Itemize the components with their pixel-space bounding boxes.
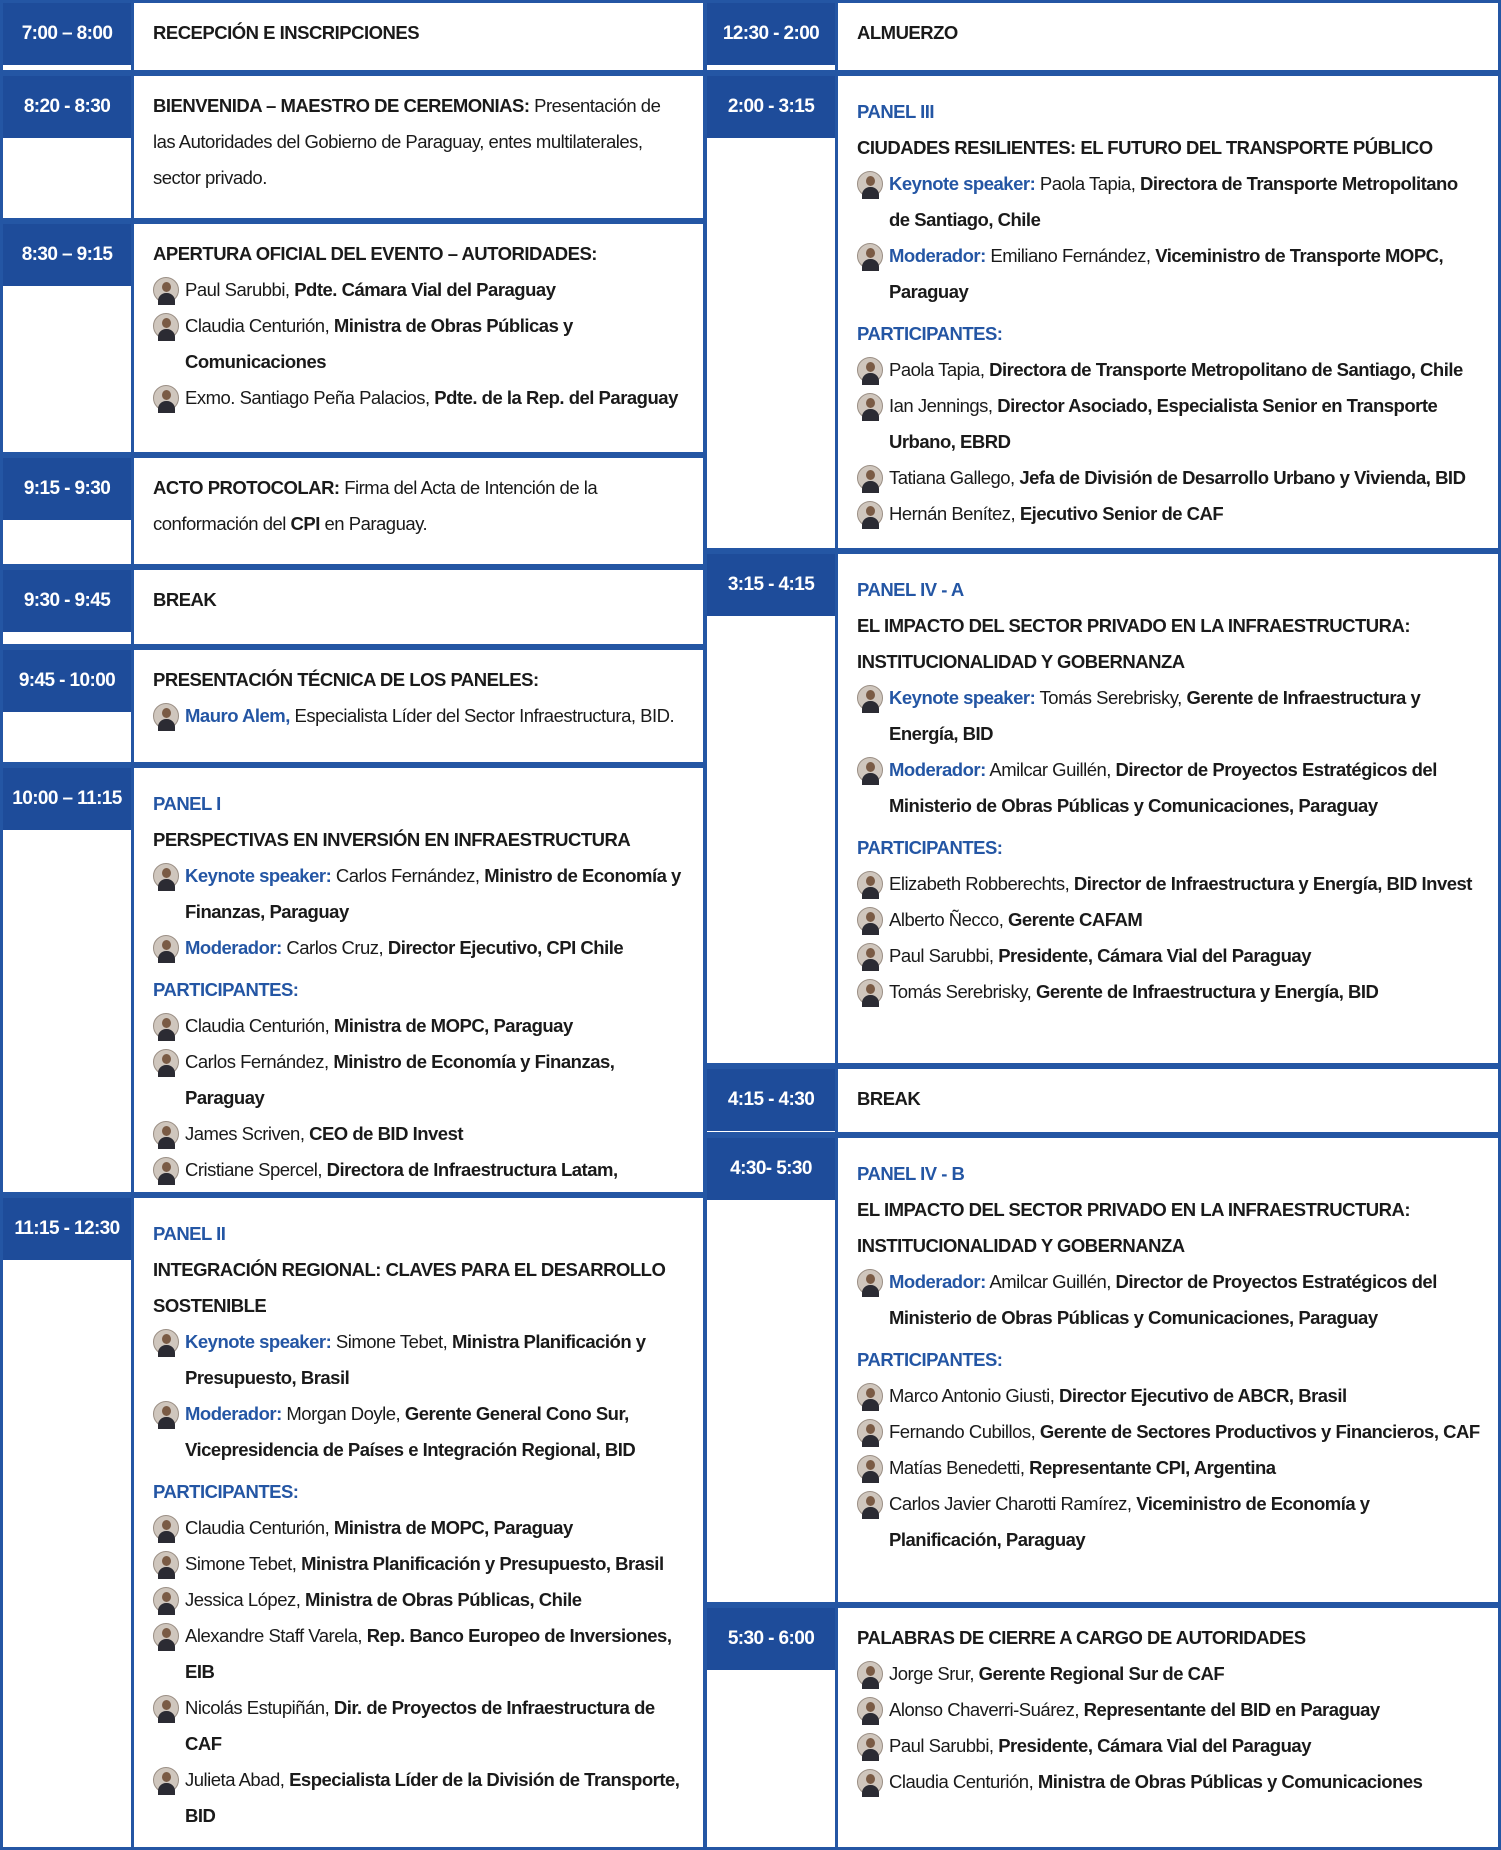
speaker-text (889, 352, 1480, 388)
speaker-avatar-icon (153, 385, 179, 411)
speaker-role-label: Moderador: (889, 759, 986, 780)
speaker-text (185, 272, 685, 308)
speaker-text (889, 460, 1480, 496)
speaker-name: Julieta Abad, (185, 1769, 290, 1790)
speaker-avatar-icon (153, 1695, 179, 1721)
speaker-avatar-icon (857, 907, 883, 933)
session-time-cell (707, 1608, 838, 1847)
speaker-avatar-icon (153, 863, 179, 889)
speaker-name: Amilcar Guillén, (985, 1271, 1116, 1292)
session-time-cell (3, 224, 134, 452)
session-right-4 (704, 1135, 1501, 1605)
speaker-avatar-icon (857, 357, 883, 383)
session-time: 3:15 - 4:15 (707, 554, 835, 616)
session-time: 11:15 - 12:30 (3, 1198, 131, 1260)
session-time-cell (3, 3, 134, 70)
speaker-name: Nicolás Estupiñán, (185, 1697, 334, 1718)
speaker-row (153, 858, 685, 930)
speaker-avatar-icon (153, 1157, 179, 1183)
speaker-name: Jorge Srur, (889, 1663, 979, 1684)
session-title: EL IMPACTO DEL SECTOR PRIVADO EN LA INFRAESTRUCTURA: INSTITUCIONALIDAD Y GOBERNANZA (857, 615, 1411, 672)
speaker-text (889, 496, 1480, 532)
speaker-avatar-icon (153, 277, 179, 303)
speaker-position: Ministra de Obras Públicas, Chile (305, 1589, 582, 1610)
session-time: 9:30 - 9:45 (3, 570, 131, 632)
speaker-text (889, 938, 1480, 974)
session-content (131, 1198, 703, 1847)
session-time-cell (707, 1138, 838, 1602)
speaker-text (889, 1656, 1480, 1692)
panel-label: PANEL IV - A (857, 579, 964, 600)
speaker-position: Pdte. Cámara Vial del Paraguay (294, 279, 556, 300)
session-time: 9:45 - 10:00 (3, 650, 131, 712)
session-time-cell (3, 650, 134, 762)
panel-label: PARTICIPANTES: (857, 323, 1003, 344)
speaker-avatar-icon (153, 313, 179, 339)
speaker-name: Tomás Serebrisky, (889, 981, 1036, 1002)
session-time-cell (707, 3, 838, 70)
speaker-avatar-icon (857, 1455, 883, 1481)
session-time-cell (3, 458, 134, 564)
speaker-row (857, 902, 1480, 938)
speaker-name: Hernán Benítez, (889, 503, 1020, 524)
speaker-name: Paul Sarubbi, (889, 1735, 999, 1756)
speaker-text (889, 238, 1480, 310)
speaker-avatar-icon (153, 935, 179, 961)
speaker-position: Ministra de MOPC, Paraguay (333, 1015, 573, 1036)
session-time: 12:30 - 2:00 (707, 3, 835, 65)
speaker-position: Viceministro de Economía y Planificación, Paraguay (889, 1493, 1370, 1550)
speaker-text (889, 166, 1480, 238)
description-text: en Paraguay. (319, 513, 428, 534)
speaker-position: Representante CPI, Argentina (1029, 1457, 1276, 1478)
speaker-name: Matías Benedetti, (889, 1457, 1030, 1478)
speaker-text (889, 866, 1480, 902)
speaker-position: Director de Infraestructura y Energía, BID Invest (1073, 873, 1472, 894)
speaker-text (185, 308, 685, 380)
session-time-cell (3, 1198, 134, 1847)
session-time-cell (707, 76, 838, 548)
speaker-avatar-icon (857, 685, 883, 711)
speaker-position: Director de Proyectos Estratégicos del Ministerio de Obras Públicas y Comunicaciones, Paraguay (889, 1271, 1437, 1328)
speaker-name: Ian Jennings, (889, 395, 998, 416)
speaker-row (153, 1044, 685, 1116)
speaker-position: Ministro de Economía y Finanzas, Paraguay (185, 865, 681, 922)
session-content (835, 1138, 1498, 1602)
speaker-avatar-icon (153, 1401, 179, 1427)
speaker-position: Gerente de Infraestructura y Energía, BID (889, 687, 1421, 744)
speaker-avatar-icon (857, 1769, 883, 1795)
speaker-text (185, 1510, 685, 1546)
speaker-text (889, 1264, 1480, 1336)
speaker-text (185, 1008, 685, 1044)
session-time: 4:15 - 4:30 (707, 1069, 835, 1131)
speaker-name: Paola Tapia, (1035, 173, 1141, 194)
speaker-row (857, 938, 1480, 974)
speaker-text (889, 1728, 1480, 1764)
panel-label: PARTICIPANTES: (857, 837, 1003, 858)
speaker-text (185, 1690, 685, 1762)
speaker-position: Ministra Planificación y Presupuesto, Brasil (185, 1331, 646, 1388)
speaker-avatar-icon (857, 393, 883, 419)
speaker-row (153, 1582, 685, 1618)
speaker-role-label: Keynote speaker: (889, 173, 1036, 194)
speaker-avatar-icon (857, 243, 883, 269)
speaker-position: Especialista Líder de la División de Transporte, BID (185, 1769, 680, 1826)
speaker-name: Carlos Fernández, (331, 865, 485, 886)
session-content (131, 650, 703, 762)
speaker-position: Gerente CAFAM (1007, 909, 1143, 930)
speaker-row (857, 866, 1480, 902)
speaker-row (857, 1450, 1480, 1486)
speaker-name: James Scriven, (185, 1123, 310, 1144)
speaker-avatar-icon (857, 979, 883, 1005)
speaker-name: Morgan Doyle, (281, 1403, 405, 1424)
panel-label: PARTICIPANTES: (153, 979, 299, 1000)
speaker-text (185, 1762, 685, 1834)
speaker-avatar-icon (857, 871, 883, 897)
speaker-avatar-icon (857, 1419, 883, 1445)
session-left-3 (0, 455, 706, 567)
session-description (153, 88, 685, 196)
speaker-text (185, 1618, 685, 1690)
speaker-name: Alexandre Staff Varela, (185, 1625, 367, 1646)
speaker-role-label: Keynote speaker: (185, 865, 332, 886)
session-title: RECEPCIÓN E INSCRIPCIONES (153, 22, 420, 43)
speaker-name: Tomás Serebrisky, (1035, 687, 1187, 708)
session-title: INTEGRACIÓN REGIONAL: CLAVES PARA EL DESARROLLO SOSTENIBLE (153, 1259, 666, 1316)
speaker-avatar-icon (857, 757, 883, 783)
speaker-position: Director de Proyectos Estratégicos del Ministerio de Obras Públicas y Comunicaciones, Paraguay (889, 759, 1437, 816)
session-content (131, 76, 703, 218)
speaker-text (185, 858, 685, 930)
session-title: APERTURA OFICIAL DEL EVENTO – AUTORIDADES: (153, 243, 597, 264)
session-left-1 (0, 73, 706, 221)
speaker-position: CEO de BID Invest (309, 1123, 464, 1144)
speaker-position: Representante del BID en Paraguay (1083, 1699, 1380, 1720)
speaker-position: Directora de Transporte Metropolitano de Santiago, Chile (889, 173, 1458, 230)
description-heading: BIENVENIDA – MAESTRO DE CEREMONIAS: (153, 95, 530, 116)
session-time: 8:30 – 9:15 (3, 224, 131, 286)
speaker-avatar-icon (857, 1733, 883, 1759)
speaker-position: Gerente de Infraestructura y Energía, BID (1035, 981, 1379, 1002)
panel-label: PARTICIPANTES: (153, 1481, 299, 1502)
speaker-row (857, 496, 1480, 532)
speaker-role-label: Moderador: (185, 1403, 282, 1424)
speaker-position: Directora de Infraestructura Latam, (326, 1159, 618, 1180)
speaker-row (857, 1264, 1480, 1336)
speaker-row (857, 752, 1480, 824)
speaker-position: Director Ejecutivo, CPI Chile (387, 937, 624, 958)
speaker-text (889, 1450, 1480, 1486)
session-time: 2:00 - 3:15 (707, 76, 835, 138)
panel-label: PARTICIPANTES: (857, 1349, 1003, 1370)
speaker-row (153, 698, 685, 734)
speaker-text (185, 930, 685, 966)
speaker-name: Tatiana Gallego, (889, 467, 1020, 488)
session-time: 5:30 - 6:00 (707, 1608, 835, 1670)
speaker-row (857, 1656, 1480, 1692)
session-right-3 (704, 1066, 1501, 1135)
speaker-position: Gerente de Sectores Productivos y Financieros, CAF (1039, 1421, 1480, 1442)
session-title: BREAK (153, 589, 217, 610)
description-text: Firma del Acta de Intención de la conformación del (153, 477, 598, 534)
speaker-name: Elizabeth Robberechts, (889, 873, 1074, 894)
speaker-position: Director Ejecutivo de ABCR, Brasil (1058, 1385, 1347, 1406)
speaker-row (153, 1762, 685, 1834)
speaker-name: Alonso Chaverri-Suárez, (889, 1699, 1084, 1720)
speaker-row (153, 1510, 685, 1546)
speaker-text (889, 388, 1480, 460)
speaker-name: Claudia Centurión, (889, 1771, 1038, 1792)
speaker-position: Gerente Regional Sur de CAF (978, 1663, 1225, 1684)
session-description (153, 470, 685, 542)
session-title: BREAK (857, 1088, 921, 1109)
session-left-6 (0, 765, 706, 1195)
speaker-position: Viceministro de Transporte MOPC, Paraguay (889, 245, 1444, 302)
speaker-name: Carlos Cruz, (281, 937, 388, 958)
speaker-name: Jessica López, (185, 1589, 306, 1610)
speaker-avatar-icon (153, 1013, 179, 1039)
speaker-text (889, 1764, 1480, 1800)
panel-label: PANEL I (153, 793, 221, 814)
speaker-name: Cristiane Spercel, (185, 1159, 327, 1180)
panel-label: PANEL III (857, 101, 935, 122)
session-title: CIUDADES RESILIENTES: EL FUTURO DEL TRANSPORTE PÚBLICO (857, 137, 1433, 158)
speaker-text (889, 752, 1480, 824)
speaker-text (889, 680, 1480, 752)
speaker-position: Ministro de Economía y Finanzas, Paraguay (185, 1051, 615, 1108)
speaker-text (889, 974, 1480, 1010)
speaker-position: Director Asociado, Especialista Senior en Transporte Urbano, EBRD (889, 395, 1438, 452)
speaker-text (889, 1692, 1480, 1728)
speaker-avatar-icon (857, 1697, 883, 1723)
speaker-text (185, 1324, 685, 1396)
speaker-text (889, 1414, 1480, 1450)
panel-label: PANEL II (153, 1223, 226, 1244)
speaker-avatar-icon (857, 943, 883, 969)
speaker-row (153, 1396, 685, 1468)
speaker-row (857, 1486, 1480, 1558)
session-title: ALMUERZO (857, 22, 958, 43)
session-title: PALABRAS DE CIERRE A CARGO DE AUTORIDADES (857, 1627, 1306, 1648)
session-right-1 (704, 73, 1501, 551)
speaker-avatar-icon (153, 703, 179, 729)
session-content (131, 570, 703, 644)
speaker-row (857, 388, 1480, 460)
speaker-position: Presidente, Cámara Vial del Paraguay (998, 1735, 1311, 1756)
session-time: 9:15 - 9:30 (3, 458, 131, 520)
speaker-position: Ministra Planificación y Presupuesto, Brasil (301, 1553, 664, 1574)
session-left-0 (0, 0, 706, 73)
session-time: 7:00 – 8:00 (3, 3, 131, 65)
speaker-avatar-icon (153, 1049, 179, 1075)
session-right-2 (704, 551, 1501, 1066)
speaker-avatar-icon (153, 1329, 179, 1355)
session-content (131, 768, 703, 1192)
speaker-avatar-icon (153, 1551, 179, 1577)
speaker-avatar-icon (153, 1121, 179, 1147)
session-left-4 (0, 567, 706, 647)
speaker-avatar-icon (153, 1515, 179, 1541)
speaker-row (857, 680, 1480, 752)
speaker-row (153, 1546, 685, 1582)
session-left-5 (0, 647, 706, 765)
speaker-avatar-icon (153, 1623, 179, 1649)
speaker-row (857, 1692, 1480, 1728)
session-time: 4:30- 5:30 (707, 1138, 835, 1200)
speaker-name: Amilcar Guillén, (985, 759, 1116, 780)
speaker-row (153, 1618, 685, 1690)
speaker-name: Paul Sarubbi, (185, 279, 295, 300)
speaker-name: Fernando Cubillos, (889, 1421, 1040, 1442)
description-emphasis: CPI (290, 513, 320, 534)
speaker-name: Claudia Centurión, (185, 315, 334, 336)
speaker-name: Simone Tebet, (185, 1553, 302, 1574)
speaker-role-label: Mauro Alem, (185, 705, 290, 726)
session-left-7 (0, 1195, 706, 1850)
speaker-text (185, 1396, 685, 1468)
session-time-cell (707, 1069, 838, 1132)
speaker-role-label: Keynote speaker: (185, 1331, 332, 1352)
speaker-position: Pdte. de la Rep. del Paraguay (434, 387, 678, 408)
speaker-row (153, 380, 685, 416)
speaker-role-label: Moderador: (185, 937, 282, 958)
speaker-text (889, 902, 1480, 938)
speaker-text (185, 1044, 685, 1116)
speaker-row (857, 238, 1480, 310)
speaker-avatar-icon (857, 171, 883, 197)
session-right-0 (704, 0, 1501, 73)
speaker-avatar-icon (153, 1587, 179, 1613)
session-content (131, 458, 703, 564)
speaker-avatar-icon (857, 1491, 883, 1517)
speaker-name: Especialista Líder del Sector Infraestructura, BID. (289, 705, 675, 726)
speaker-name: Simone Tebet, (331, 1331, 452, 1352)
session-time: 8:20 - 8:30 (3, 76, 131, 138)
session-title: EL IMPACTO DEL SECTOR PRIVADO EN LA INFRAESTRUCTURA: INSTITUCIONALIDAD Y GOBERNANZA (857, 1199, 1411, 1256)
speaker-row (857, 1728, 1480, 1764)
speaker-name: Emiliano Fernández, (985, 245, 1156, 266)
speaker-text (185, 698, 685, 734)
speaker-name: Carlos Fernández, (185, 1051, 334, 1072)
session-time-cell (3, 76, 134, 218)
speaker-row (857, 460, 1480, 496)
speaker-position: Ejecutivo Senior de CAF (1019, 503, 1224, 524)
speaker-row (153, 1690, 685, 1762)
speaker-position: Jefa de División de Desarrollo Urbano y Vivienda, BID (1019, 467, 1466, 488)
speaker-name: Claudia Centurión, (185, 1517, 334, 1538)
speaker-position: Presidente, Cámara Vial del Paraguay (998, 945, 1311, 966)
speaker-row (857, 1764, 1480, 1800)
session-time: 10:00 – 11:15 (3, 768, 131, 830)
speaker-row (153, 930, 685, 966)
speaker-position: Rep. Banco Europeo de Inversiones, EIB (185, 1625, 672, 1682)
speaker-row (857, 1378, 1480, 1414)
speaker-role-label: Moderador: (889, 1271, 986, 1292)
session-left-2 (0, 221, 706, 455)
speaker-name: Exmo. Santiago Peña Palacios, (185, 387, 435, 408)
speaker-position: Gerente General Cono Sur, Vicepresidencia de Países e Integración Regional, BID (185, 1403, 636, 1460)
speaker-position: Ministra de Obras Públicas y Comunicaciones (185, 315, 573, 372)
panel-label: PANEL IV - B (857, 1163, 965, 1184)
speaker-role-label: Keynote speaker: (889, 687, 1036, 708)
session-content (131, 3, 703, 70)
speaker-row (153, 1324, 685, 1396)
session-time-cell (3, 768, 134, 1192)
speaker-name: Paul Sarubbi, (889, 945, 999, 966)
session-title: PRESENTACIÓN TÉCNICA DE LOS PANELES: (153, 669, 539, 690)
speaker-name: Claudia Centurión, (185, 1015, 334, 1036)
speaker-row (153, 272, 685, 308)
speaker-name: Carlos Javier Charotti Ramírez, (889, 1493, 1137, 1514)
speaker-text (185, 1546, 685, 1582)
session-content (835, 554, 1498, 1063)
speaker-row (857, 974, 1480, 1010)
speaker-avatar-icon (857, 465, 883, 491)
speaker-row (857, 352, 1480, 388)
speaker-text (185, 1582, 685, 1618)
speaker-row (153, 1116, 685, 1152)
speaker-text (185, 380, 685, 416)
speaker-position: Dir. de Proyectos de Infraestructura de CAF (185, 1697, 655, 1754)
session-content (131, 224, 703, 452)
speaker-text (889, 1378, 1480, 1414)
speaker-name: Paola Tapia, (889, 359, 990, 380)
speaker-row (153, 1008, 685, 1044)
session-right-5 (704, 1605, 1501, 1850)
speaker-row (153, 308, 685, 380)
speaker-name: Alberto Ñecco, (889, 909, 1008, 930)
speaker-avatar-icon (857, 1383, 883, 1409)
session-content (835, 76, 1498, 548)
speaker-name: Marco Antonio Giusti, (889, 1385, 1059, 1406)
speaker-position: Ministra de MOPC, Paraguay (333, 1517, 573, 1538)
speaker-row (857, 166, 1480, 238)
speaker-position: Directora de Transporte Metropolitano de Santiago, Chile (989, 359, 1463, 380)
speaker-avatar-icon (857, 501, 883, 527)
speaker-avatar-icon (857, 1269, 883, 1295)
speaker-avatar-icon (857, 1661, 883, 1687)
session-title: PERSPECTIVAS EN INVERSIÓN EN INFRAESTRUCTURA (153, 829, 631, 850)
speaker-avatar-icon (153, 1767, 179, 1793)
description-text: Presentación de las Autoridades del Gobierno de Paraguay, entes multilaterales, sector privado. (153, 95, 661, 188)
speaker-text (889, 1486, 1480, 1558)
session-time-cell (3, 570, 134, 644)
session-content (835, 1069, 1498, 1132)
session-content (835, 3, 1498, 70)
speaker-row (857, 1414, 1480, 1450)
speaker-text (185, 1116, 685, 1152)
speaker-position: Ministra de Obras Públicas y Comunicaciones (1037, 1771, 1423, 1792)
session-time-cell (707, 554, 838, 1063)
description-heading: ACTO PROTOCOLAR: (153, 477, 340, 498)
session-content (835, 1608, 1498, 1847)
speaker-role-label: Moderador: (889, 245, 986, 266)
